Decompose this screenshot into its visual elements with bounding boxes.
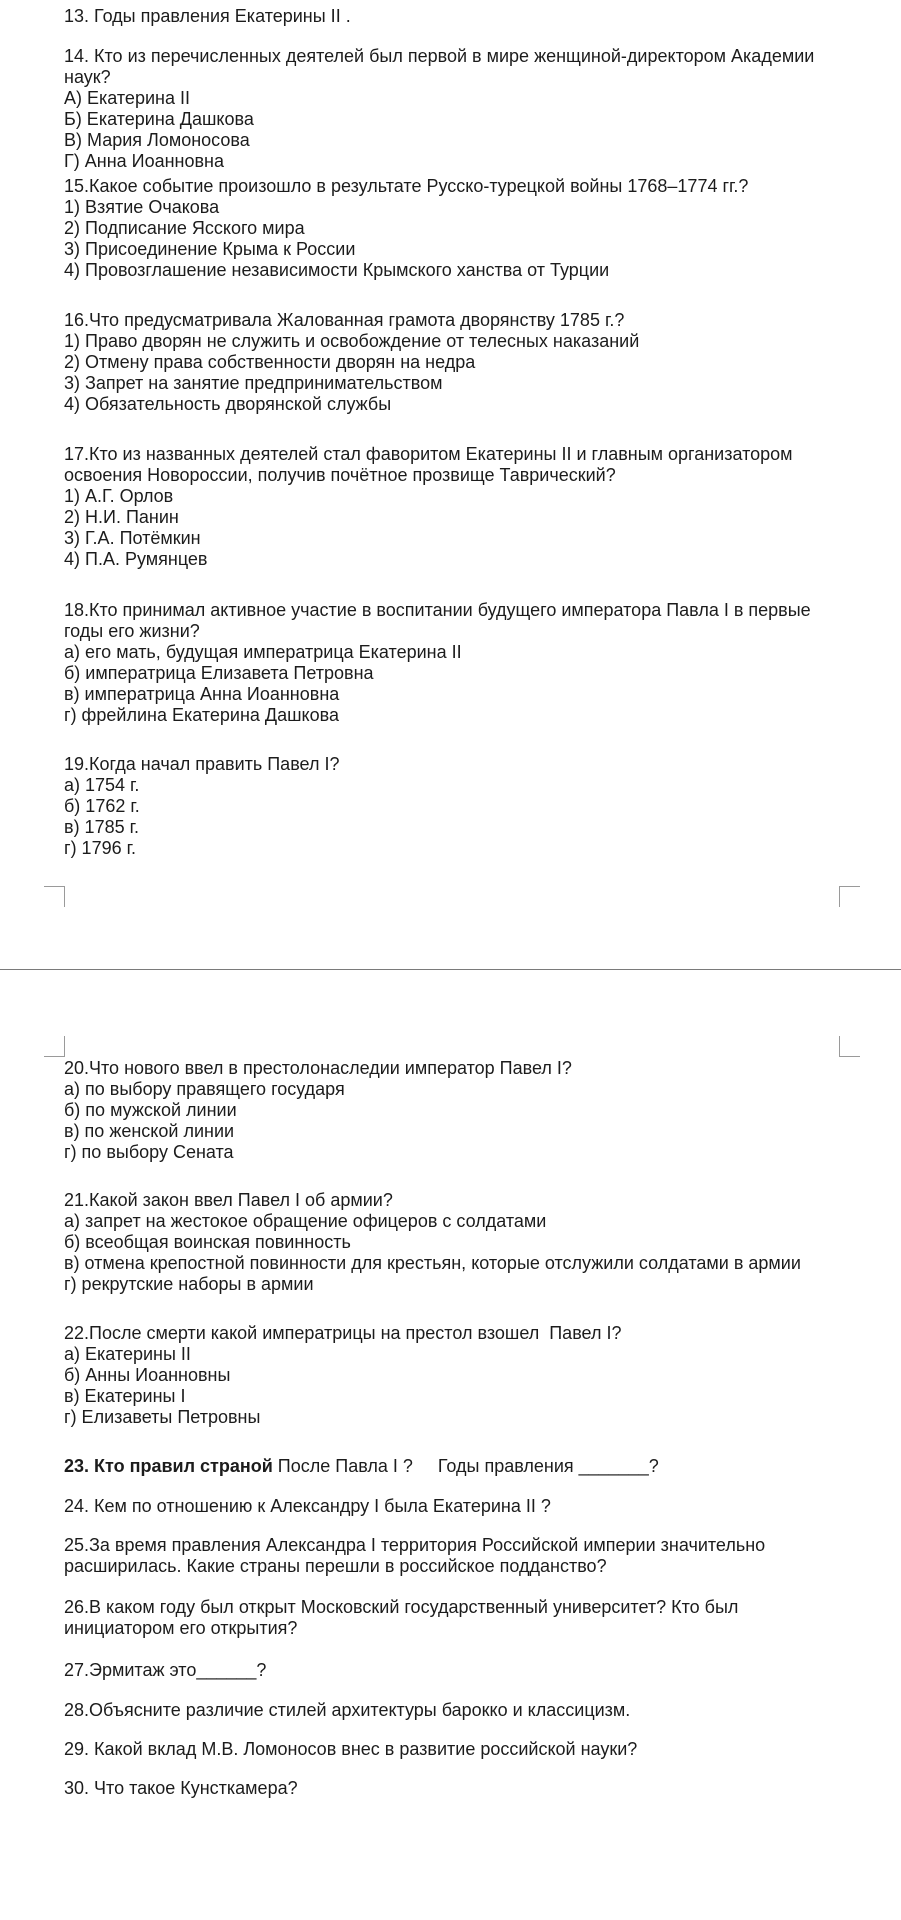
answer-option: в) Екатерины I — [64, 1386, 186, 1406]
question-17 — [64, 444, 854, 570]
answer-option: б) всеобщая воинская повинность — [64, 1232, 351, 1252]
question-text: 28.Объясните различие стилей архитектуры барокко и классицизм. — [64, 1700, 631, 1720]
question-text: 18.Кто принимал активное участие в воспитании будущего императора Павла I в первые — [64, 600, 811, 620]
question-text: 26.В каком году был открыт Московский государственный университет? Кто был — [64, 1597, 739, 1617]
answer-option: а) запрет на жестокое обращение офицеров с солдатами — [64, 1211, 547, 1231]
answer-option: б) Анны Иоанновны — [64, 1365, 231, 1385]
answer-option: 3) Г.А. Потёмкин — [64, 528, 201, 548]
question-28 — [64, 1700, 854, 1721]
answer-option: б) по мужской линии — [64, 1100, 237, 1120]
question-14 — [64, 46, 854, 172]
question-text: 24. Кем по отношению к Александру I была Екатерина II ? — [64, 1496, 551, 1516]
question-text: 30. Что такое Кунсткамера? — [64, 1778, 298, 1798]
answer-option: г) Елизаветы Петровны — [64, 1407, 261, 1427]
question-16 — [64, 310, 854, 415]
answer-option: 3) Запрет на занятие предпринимательством — [64, 373, 443, 393]
answer-option: а) Екатерины II — [64, 1344, 191, 1364]
answer-option: 2) Н.И. Панин — [64, 507, 179, 527]
answer-option: 2) Отмену права собственности дворян на недра — [64, 352, 476, 372]
question-text: 22.После смерти какой императрицы на престол взошел Павел I? — [64, 1323, 622, 1343]
question-text: расширилась. Какие страны перешли в российское подданство? — [64, 1556, 607, 1576]
question-text-emphasis: 23. Кто правил страной — [64, 1456, 273, 1476]
question-text: 29. Какой вклад М.В. Ломоносов внес в развитие российской науки? — [64, 1739, 638, 1759]
question-text: 16.Что предусматривала Жалованная грамота дворянству 1785 г.? — [64, 310, 625, 330]
question-21 — [64, 1190, 854, 1295]
question-23 — [64, 1456, 854, 1477]
question-text: освоения Новороссии, получив почётное прозвище Таврический? — [64, 465, 616, 485]
answer-option: а) 1754 г. — [64, 775, 140, 795]
question-27 — [64, 1660, 854, 1681]
answer-option: 2) Подписание Ясского мира — [64, 218, 305, 238]
question-text: 20.Что нового ввел в престолонаследии император Павел I? — [64, 1058, 572, 1078]
answer-option: 4) Обязательность дворянской службы — [64, 394, 392, 414]
answer-option: 3) Присоединение Крыма к России — [64, 239, 356, 259]
question-26 — [64, 1597, 854, 1639]
answer-option: 1) Право дворян не служить и освобождение от телесных наказаний — [64, 331, 640, 351]
answer-option: 1) А.Г. Орлов — [64, 486, 174, 506]
page-corner-mark — [44, 886, 65, 907]
answer-option: г) фрейлина Екатерина Дашкова — [64, 705, 340, 725]
question-text: 27.Эрмитаж это______? — [64, 1660, 267, 1680]
page-break-divider — [0, 969, 901, 970]
answer-option: в) по женской линии — [64, 1121, 235, 1141]
question-15 — [64, 176, 854, 281]
answer-option: г) рекрутские наборы в армии — [64, 1274, 314, 1294]
question-text: 17.Кто из названных деятелей стал фаворитом Екатерины II и главным организатором — [64, 444, 793, 464]
question-25 — [64, 1535, 854, 1577]
answer-option: г) 1796 г. — [64, 838, 136, 858]
question-30 — [64, 1778, 854, 1799]
answer-option: а) по выбору правящего государя — [64, 1079, 345, 1099]
answer-option: 4) Провозглашение независимости Крымского ханства от Турции — [64, 260, 610, 280]
answer-option: А) Екатерина II — [64, 88, 190, 108]
answer-option: в) 1785 г. — [64, 817, 139, 837]
answer-option: Б) Екатерина Дашкова — [64, 109, 254, 129]
answer-option: б) императрица Елизавета Петровна — [64, 663, 374, 683]
question-text: 14. Кто из перечисленных деятелей был первой в мире женщиной-директором Академии — [64, 46, 815, 66]
question-text: 13. Годы правления Екатерины II . — [64, 6, 351, 26]
question-text: инициатором его открытия? — [64, 1618, 298, 1638]
question-text: 21.Какой закон ввел Павел I об армии? — [64, 1190, 393, 1210]
answer-option: В) Мария Ломоносова — [64, 130, 250, 150]
question-18 — [64, 600, 854, 726]
answer-option: а) его мать, будущая императрица Екатерина II — [64, 642, 462, 662]
question-22 — [64, 1323, 854, 1428]
answer-option: Г) Анна Иоанновна — [64, 151, 225, 171]
answer-option: в) императрица Анна Иоанновна — [64, 684, 340, 704]
answer-option: 1) Взятие Очакова — [64, 197, 220, 217]
question-text-rest: После Павла I ? Годы правления _______? — [272, 1456, 659, 1476]
question-19 — [64, 754, 854, 859]
page-corner-mark — [44, 1036, 65, 1057]
page-corner-mark — [839, 1036, 860, 1057]
answer-option: б) 1762 г. — [64, 796, 140, 816]
question-text — [64, 1456, 854, 1477]
question-text: наук? — [64, 67, 111, 87]
answer-option: г) по выбору Сената — [64, 1142, 234, 1162]
question-13 — [64, 6, 854, 27]
page-corner-mark — [839, 886, 860, 907]
question-text: 15.Какое событие произошло в результате Русско-турецкой войны 1768–1774 гг.? — [64, 176, 749, 196]
answer-option: в) отмена крепостной повинности для крестьян, которые отслужили солдатами в армии — [64, 1253, 801, 1273]
answer-option: 4) П.А. Румянцев — [64, 549, 208, 569]
question-text: годы его жизни? — [64, 621, 200, 641]
question-29 — [64, 1739, 854, 1760]
question-text: 25.За время правления Александра I территория Российской империи значительно — [64, 1535, 766, 1555]
question-20 — [64, 1058, 854, 1163]
question-text: 19.Когда начал править Павел I? — [64, 754, 340, 774]
question-24 — [64, 1496, 854, 1517]
